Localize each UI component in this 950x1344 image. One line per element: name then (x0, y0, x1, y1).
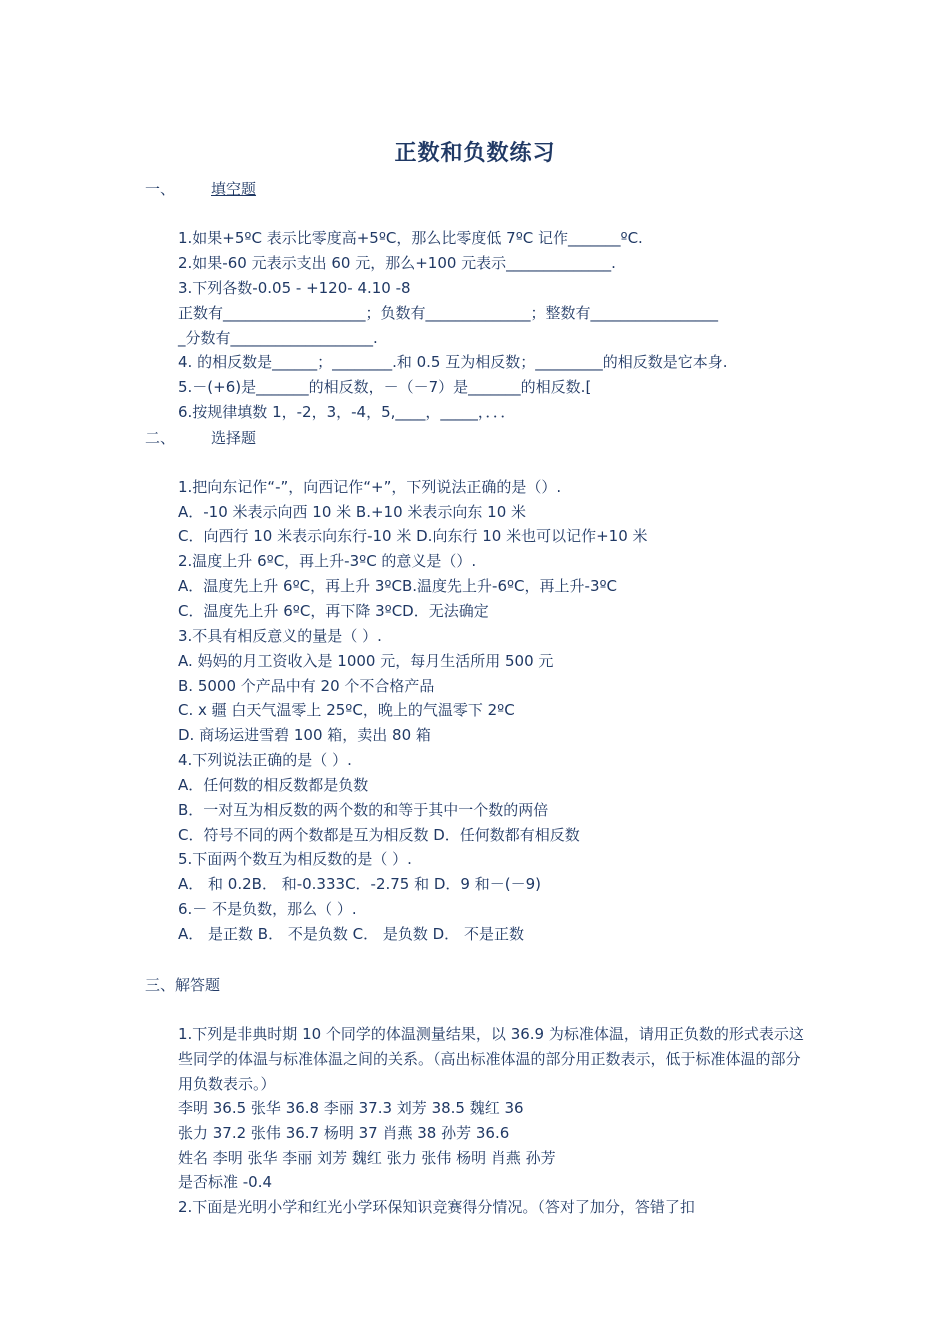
fill-question: 6.按规律填数 1，-2，3，-4，5,____，_____，．．． (178, 403, 516, 421)
section-heading-answer (145, 974, 220, 995)
choice-line: A. 妈妈的月工资收入是 1000 元，每月生活所用 500 元 (178, 652, 554, 670)
choice-line: 4.下列说法正确的是（ ）. (178, 751, 352, 769)
section-label: 填空题 (211, 180, 257, 198)
choice-line: A．-10 米表示向西 10 米 B.+10 米表示向东 10 米 (178, 503, 527, 521)
fill-question: 5.－(+6)是_______的相反数，－（－7）是_______的相反数.[ (178, 378, 592, 396)
page-title: 正数和负数练习 (394, 141, 556, 166)
choice-line: D. 商场运进雪碧 100 箱，卖出 80 箱 (178, 726, 431, 744)
choice-line: B. 5000 个产品中有 20 个不合格产品 (178, 677, 435, 695)
fill-question: _分数有___________________. (178, 329, 378, 347)
answer-line: 张力 37.2 张伟 36.7 杨明 37 肖燕 38 孙芳 36.6 (178, 1124, 510, 1142)
section-heading-fill (145, 178, 256, 199)
fill-question: 正数有___________________；负数有______________；整数有_________________ (178, 304, 719, 322)
section-number: 一、 (145, 180, 176, 198)
choice-line: 6.－ 不是负数，那么（ ）. (178, 900, 357, 918)
choice-line: A． 是正数 B． 不是负数 C． 是负数 D． 不是正数 (178, 925, 524, 943)
choice-line: 1.把向东记作“-”，向西记作“+”，下列说法正确的是（）. (178, 478, 562, 496)
choice-line: C．符号不同的两个数都是互为相反数 D．任何数都有相反数 (178, 826, 580, 844)
answer-line: 姓名 李明 张华 李丽 刘芳 魏红 张力 张伟 杨明 肖燕 孙芳 (178, 1149, 556, 1167)
answer-paragraph: 1.下列是非典时期 10 个同学的体温测量结果，以 36.9 为标准体温，请用正负数的形式表示这些同学的体温与标准体温之间的关系。（高出标准体温的部分用正数表示，低于标准体温的部分用负数表示。） (178, 1025, 804, 1093)
choice-line: C．向西行 10 米表示向东行-10 米 D.向东行 10 米也可以记作+10 米 (178, 527, 648, 545)
choice-line: A．温度先上升 6ºC，再上升 3ºCB.温度先上升-6ºC，再上升-3ºC (178, 577, 618, 595)
fill-question: 2.如果-60 元表示支出 60 元，那么+100 元表示______________. (178, 254, 616, 272)
fill-question: 1.如果+5ºC 表示比零度高+5ºC，那么比零度低 7ºC 记作_______ºC. (178, 229, 643, 247)
section-heading-choice (145, 427, 256, 448)
fill-question: 4. 的相反数是______；________.和 0.5 互为相反数；_________的相反数是它本身. (178, 353, 728, 371)
answer-line: 李明 36.5 张华 36.8 李丽 37.3 刘芳 38.5 魏红 36 (178, 1099, 524, 1117)
choice-line: A．任何数的相反数都是负数 (178, 776, 369, 794)
choice-line: C. x 疆 白天气温零上 25ºC，晚上的气温零下 2ºC (178, 701, 515, 719)
choice-line: 5.下面两个数互为相反数的是（ ）. (178, 850, 412, 868)
choice-line: 3.不具有相反意义的量是（ ）. (178, 627, 382, 645)
answer-line: 是否标准 -0.4 (178, 1173, 273, 1191)
fill-question: 3.下列各数-0.05 - +120- 4.10 -8 (178, 279, 411, 297)
choice-line: A． 和 0.2B． 和-0.333C．-2.75 和 D．9 和－(－9) (178, 875, 541, 893)
choice-line: C．温度先上升 6ºC，再下降 3ºCD．无法确定 (178, 602, 489, 620)
section-label: 选择题 (211, 429, 257, 447)
choice-line: B．一对互为相反数的两个数的和等于其中一个数的两倍 (178, 801, 549, 819)
choice-line: 2.温度上升 6ºC，再上升-3ºC 的意义是（）. (178, 552, 477, 570)
answer-line: 2.下面是光明小学和红光小学环保知识竞赛得分情况。（答对了加分，答错了扣 (178, 1198, 695, 1216)
section-label: 三、解答题 (145, 976, 221, 994)
section-number: 二、 (145, 429, 176, 447)
